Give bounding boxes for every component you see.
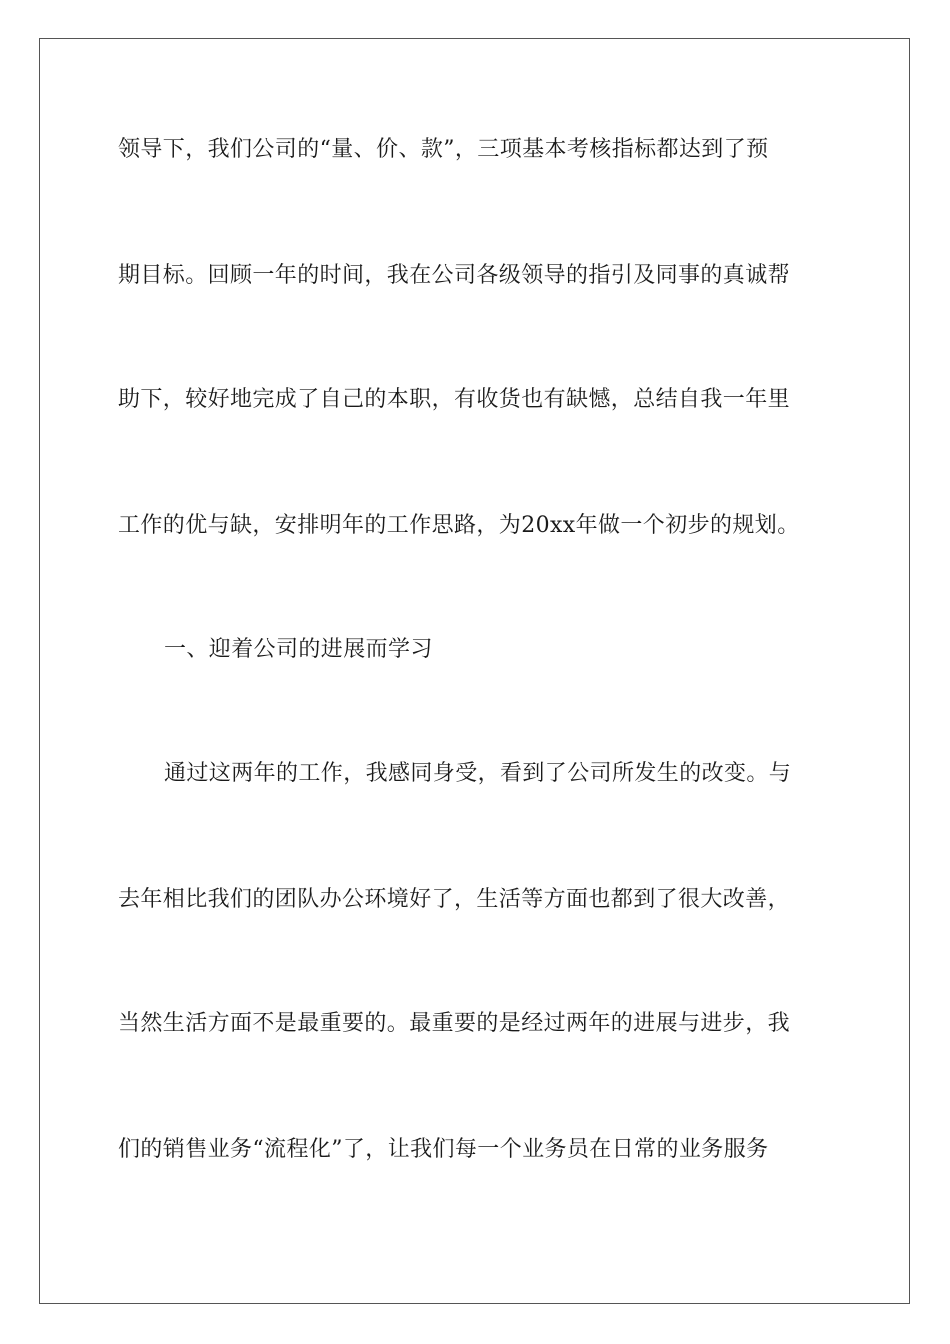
paragraph-line: 们的销售业务“流程化”了，让我们每一个业务员在日常的业务服务 (118, 1137, 769, 1162)
paragraph-line: 助下，较好地完成了自己的本职，有收货也有缺憾，总结自我一年里 (118, 387, 791, 412)
paragraph-line: 期目标。回顾一年的时间，我在公司各级领导的指引及同事的真诚帮 (118, 263, 791, 288)
page-border (39, 38, 910, 1304)
paragraph-line: 去年相比我们的团队办公环境好了，生活等方面也都到了很大改善， (118, 887, 791, 912)
paragraph-line: 工作的优与缺，安排明年的工作思路，为20xx年做一个初步的规划。 (118, 513, 800, 538)
paragraph-line: 领导下，我们公司的“量、价、款”，三项基本考核指标都达到了预 (118, 137, 769, 162)
paragraph-line: 当然生活方面不是最重要的。最重要的是经过两年的进展与进步，我 (118, 1011, 791, 1036)
paragraph-line: 通过这两年的工作，我感同身受，看到了公司所发生的改变。与 (164, 761, 792, 786)
section-heading: 一、迎着公司的进展而学习 (164, 637, 433, 662)
